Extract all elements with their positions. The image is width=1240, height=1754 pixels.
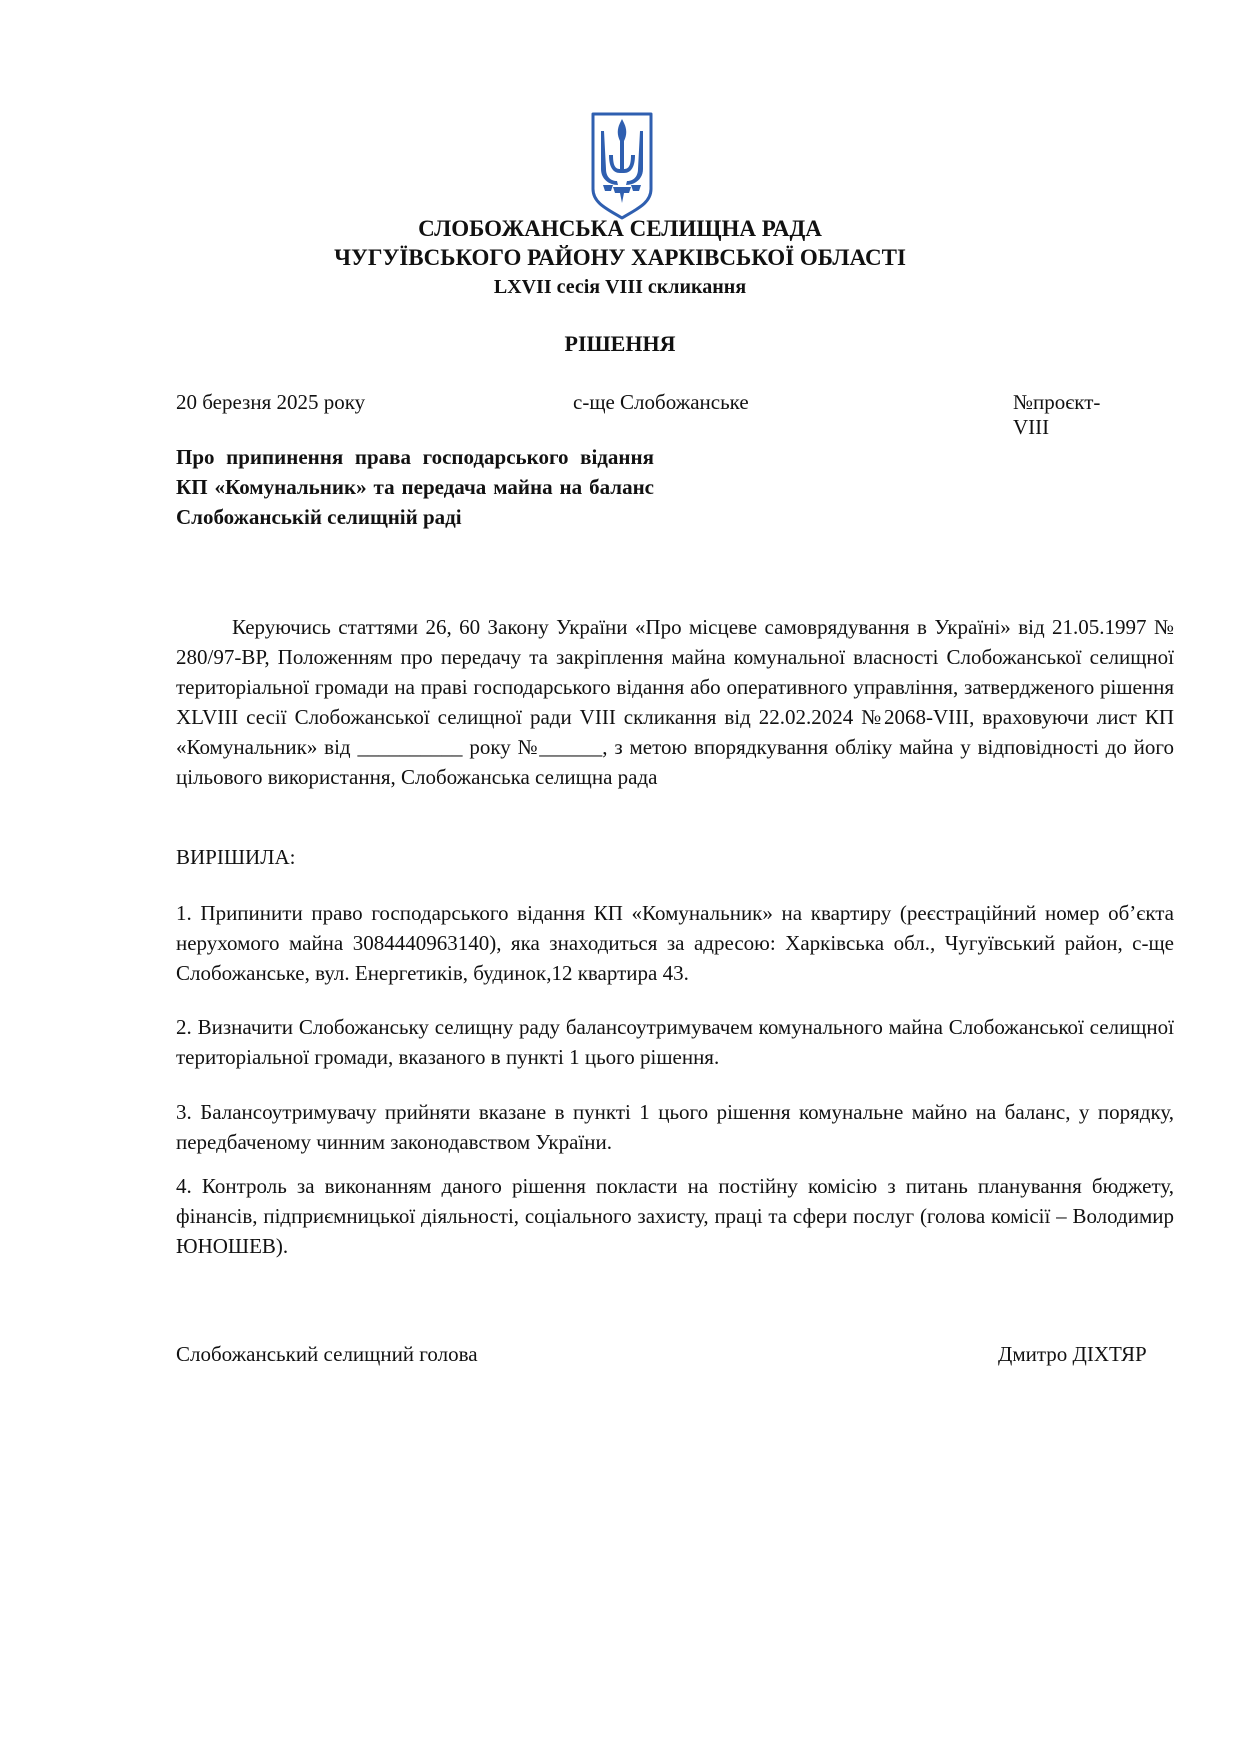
session-info: LXVII сесія VIII скликання	[493, 276, 747, 298]
signatory-position: Слобожанський селищний голова	[176, 1342, 478, 1366]
decision-item-2: 2. Визначити Слобожанську селищну раду балансоутримувачем комунального майна Слобожанської селищної територіальної громади, вказаного в пункті 1 цього рішення.	[176, 1015, 1174, 1069]
decision-item-1: 1. Припинити право господарського відання КП «Комунальник» на квартиру (реєстраційний номер об’єкта нерухомого майна 3084440963140), яка знаходиться за адресою: Харківська обл., Чугуївський район, с-ще Слобожанське, вул. Енергетиків, будинок,12 квартира 43.	[176, 901, 1174, 985]
decided-heading: ВИРІШИЛА:	[176, 845, 296, 869]
district-name: ЧУГУЇВСЬКОГО РАЙОНУ ХАРКІВСЬКОЇ ОБЛАСТІ	[334, 245, 906, 270]
decision-item-3: 3. Балансоутримувачу прийняти вказане в пункті 1 цього рішення комунальне майно на баланс, у порядку, передбаченому чинним законодавством України.	[176, 1100, 1174, 1154]
decision-item-4: 4. Контроль за виконанням даного рішення покласти на постійну комісію з питань планування бюджету, фінансів, підприємницької діяльності, соціального захисту, праці та сфери послуг (голова комісії – Володимир ЮНОШЕВ).	[176, 1174, 1174, 1258]
decision-date: 20 березня 2025 року	[176, 390, 366, 414]
ukraine-trident-icon	[589, 111, 655, 221]
document-page: СЛОБОЖАНСЬКА СЕЛИЩНА РАДА ЧУГУЇВСЬКОГО РАЙОНУ ХАРКІВСЬКОЇ ОБЛАСТІ LXVII сесія VIII скликання РІШЕННЯ 20 березня 2025 року с-ще Слобожанське №проєкт-VIII Про припинення права господарського відання КП «Комунальник» та передача майна на баланс Слобожанській селищній раді Керуючись статтями 26, 60 Закону України «Про місцеве самоврядування в Україні» від 21.05.1997 № 280/97-ВР, Положенням про передачу та закріплення майна комунальної власності Слобожанської селищної територіальної громади на праві господарського відання або оперативного управління, затвердженого рішення XLVIII сесії Слобожанської селищної ради VIII скликання від 22.02.2024 №2068-VIII, враховуючи лист КП «Комунальник» від __________ року №______, з метою впорядкування обліку майна у відповідності до його цільового використання, Слобожанська селищна рада ВИРІШИЛА: 1. Припинити право господарського відання КП «Комунальник» на квартиру (реєстраційний номер об’єкта нерухомого майна 3084440963140), яка знаходиться за адресою: Харківська обл., Чугуївський район, с-ще Слобожанське, вул. Енергетиків, будинок,12 квартира 43. 2. Визначити Слобожанську селищну раду балансоутримувачем комунального майна Слобожанської селищної територіальної громади, вказаного в пункті 1 цього рішення. 3. Балансоутримувачу прийняти вказане в пункті 1 цього рішення комунальне майно на баланс, у порядку, передбаченому чинним законодавством України. 4. Контроль за виконанням даного рішення покласти на постійну комісію з питань планування бюджету, фінансів, підприємницької діяльності, соціального захисту, праці та сфери послуг (голова комісії – Володимир ЮНОШЕВ). Слобожанський селищний голова Дмитро ДІХТЯР	[0, 0, 1240, 1754]
signatory-name: Дмитро ДІХТЯР	[998, 1342, 1147, 1366]
decision-place: с-ще Слобожанське	[573, 390, 749, 414]
decision-subject: Про припинення права господарського відання КП «Комунальник» та передача майна на баланс Слобожанській селищній раді	[176, 445, 654, 529]
council-name: СЛОБОЖАНСЬКА СЕЛИЩНА РАДА	[418, 216, 822, 241]
document-title: РІШЕННЯ	[564, 331, 676, 356]
preamble-paragraph: Керуючись статтями 26, 60 Закону України «Про місцеве самоврядування в Україні» від 21.05.1997 № 280/97-ВР, Положенням про передачу та закріплення майна комунальної власності Слобожанської селищної територіальної громади на праві господарського відання або оперативного управління, затвердженого рішення XLVIII сесії Слобожанської селищної ради VIII скликання від 22.02.2024 №2068-VIII, враховуючи лист КП «Комунальник» від __________ року №______, з метою впорядкування обліку майна у відповідності до його цільового використання, Слобожанська селищна рада	[176, 615, 1174, 789]
